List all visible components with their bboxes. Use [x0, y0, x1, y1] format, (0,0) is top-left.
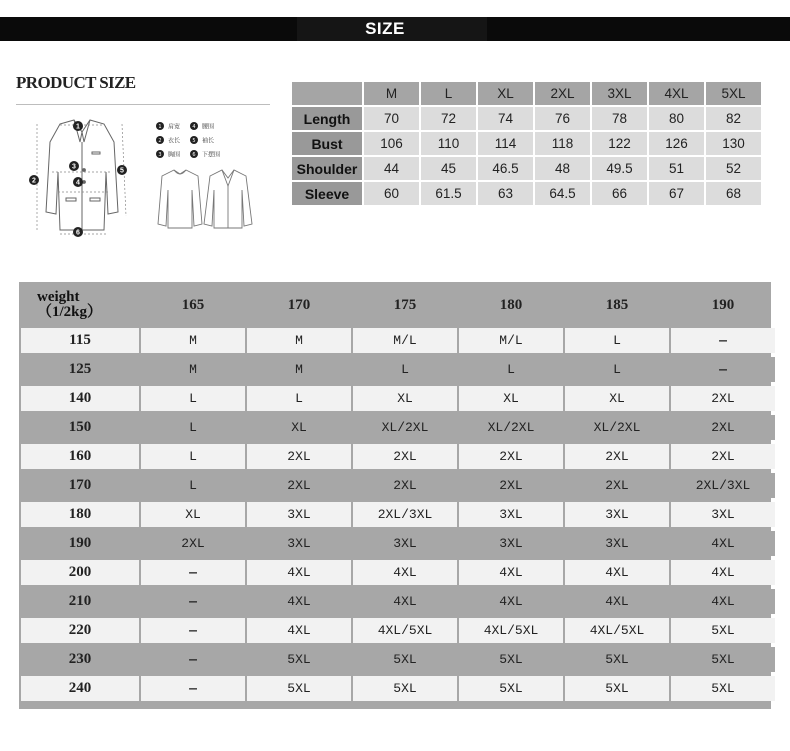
- size-recommendation-cell: 5XL: [671, 618, 775, 643]
- size-recommendation-cell: 4XL: [671, 560, 775, 585]
- marker-1: 1: [76, 123, 80, 131]
- size-row-shoulder: [292, 157, 761, 180]
- weight-row-label: 210: [21, 589, 139, 614]
- size-col-header: M: [364, 82, 419, 105]
- size-recommendation-cell: 2XL: [141, 531, 245, 556]
- size-recommendation-cell: 2XL: [247, 473, 351, 498]
- size-recommendation-cell: 2XL: [671, 444, 775, 469]
- size-cell: 68: [706, 182, 761, 205]
- weight-row-label: 220: [21, 618, 139, 643]
- marker-4: 4: [76, 179, 80, 187]
- size-recommendation-cell: 3XL: [247, 502, 351, 527]
- size-recommendation-cell: L: [141, 473, 245, 498]
- size-cell: 66: [592, 182, 647, 205]
- size-cell: 74: [478, 107, 533, 130]
- size-recommendation-cell: L: [141, 386, 245, 411]
- size-recommendation-cell: 3XL: [247, 531, 351, 556]
- size-recommendation-cell: 4XL/5XL: [353, 618, 457, 643]
- size-cell: 52: [706, 157, 761, 180]
- size-recommendation-cell: XL: [353, 386, 457, 411]
- size-recommendation-cell: 2XL: [353, 473, 457, 498]
- size-recommendation-cell: 5XL: [247, 676, 351, 701]
- size-recommendation-cell: —: [141, 560, 245, 585]
- size-recommendation-cell: M/L: [459, 328, 563, 353]
- size-recommendation-cell: 5XL: [353, 647, 457, 672]
- legend-label-6: 下摆围: [202, 151, 221, 159]
- size-col-header: 3XL: [592, 82, 647, 105]
- size-measurement-table: [290, 80, 763, 207]
- size-recommendation-cell: 4XL: [353, 589, 457, 614]
- size-cell: 63: [478, 182, 533, 205]
- size-recommendation-cell: 4XL: [565, 589, 669, 614]
- weight-row-label: 190: [21, 531, 139, 556]
- size-recommendation-cell: L: [459, 357, 563, 382]
- size-table-corner: [292, 82, 362, 105]
- size-recommendation-cell: 5XL: [565, 647, 669, 672]
- weight-row: [21, 647, 775, 672]
- size-recommendation-cell: XL: [247, 415, 351, 440]
- size-recommendation-cell: XL/2XL: [565, 415, 669, 440]
- size-cell: 110: [421, 132, 476, 155]
- weight-row: [21, 618, 775, 643]
- size-recommendation-cell: 3XL: [565, 531, 669, 556]
- size-recommendation-cell: M: [141, 328, 245, 353]
- legend-label-3: 胸围: [168, 151, 181, 159]
- size-recommendation-cell: 5XL: [565, 676, 669, 701]
- size-recommendation-cell: —: [141, 676, 245, 701]
- marker-3: 3: [72, 163, 76, 171]
- weight-row-label: 200: [21, 560, 139, 585]
- svg-text:3: 3: [158, 152, 162, 158]
- size-recommendation-cell: 2XL: [459, 444, 563, 469]
- size-cell: 80: [649, 107, 704, 130]
- size-recommendation-cell: 3XL: [565, 502, 669, 527]
- size-recommendation-cell: L: [565, 328, 669, 353]
- size-recommendation-cell: M: [247, 357, 351, 382]
- size-recommendation-cell: 2XL: [459, 473, 563, 498]
- size-recommendation-cell: M/L: [353, 328, 457, 353]
- weight-row: [21, 473, 775, 498]
- size-cell: 51: [649, 157, 704, 180]
- size-recommendation-cell: XL/2XL: [353, 415, 457, 440]
- height-col-header: 190: [711, 296, 735, 313]
- measurement-legend: [156, 122, 220, 159]
- product-size-divider: [16, 104, 270, 105]
- size-recommendation-cell: 4XL/5XL: [459, 618, 563, 643]
- size-recommendation-cell: 4XL: [459, 589, 563, 614]
- size-col-header: 5XL: [706, 82, 761, 105]
- weight-row-label: 230: [21, 647, 139, 672]
- height-col-header: 180: [499, 296, 523, 313]
- size-recommendation-cell: 4XL: [247, 560, 351, 585]
- weight-row-label: 240: [21, 676, 139, 701]
- corner-unit-label: （1/2kg）: [37, 304, 103, 320]
- size-cell: 106: [364, 132, 419, 155]
- size-cell: 82: [706, 107, 761, 130]
- size-recommendation-cell: L: [141, 415, 245, 440]
- size-recommendation-cell: XL: [459, 386, 563, 411]
- weight-table-corner: [21, 286, 139, 324]
- legend-label-2: 衣长: [168, 137, 181, 145]
- size-cell: 64.5: [535, 182, 590, 205]
- size-cell: 49.5: [592, 157, 647, 180]
- weight-row: [21, 444, 775, 469]
- size-cell: 44: [364, 157, 419, 180]
- size-recommendation-cell: L: [141, 444, 245, 469]
- size-cell: 48: [535, 157, 590, 180]
- back-view-illustration: [158, 170, 202, 228]
- weight-row-label: 115: [21, 328, 139, 353]
- size-recommendation-cell: L: [565, 357, 669, 382]
- height-col-header: 170: [287, 296, 311, 313]
- size-col-header: 2XL: [535, 82, 590, 105]
- size-cell: 60: [364, 182, 419, 205]
- weight-row-label: 140: [21, 386, 139, 411]
- size-recommendation-cell: 2XL: [671, 386, 775, 411]
- weight-row: [21, 328, 775, 353]
- size-recommendation-cell: 2XL: [565, 473, 669, 498]
- size-recommendation-cell: 4XL: [247, 618, 351, 643]
- size-row-label: Sleeve: [292, 182, 362, 205]
- svg-text:1: 1: [158, 124, 162, 130]
- size-recommendation-cell: 2XL: [671, 415, 775, 440]
- size-recommendation-cell: 5XL: [671, 647, 775, 672]
- size-recommendation-cell: L: [353, 357, 457, 382]
- size-recommendation-cell: M: [141, 357, 245, 382]
- weight-row: [21, 357, 775, 382]
- size-recommendation-cell: 2XL: [353, 444, 457, 469]
- size-recommendation-cell: 5XL: [353, 676, 457, 701]
- size-cell: 67: [649, 182, 704, 205]
- size-recommendation-cell: XL/2XL: [459, 415, 563, 440]
- weight-row: [21, 386, 775, 411]
- product-size-title: PRODUCT SIZE: [16, 73, 136, 92]
- size-recommendation-cell: 5XL: [459, 676, 563, 701]
- weight-row-label: 160: [21, 444, 139, 469]
- size-recommendation-cell: 3XL: [671, 502, 775, 527]
- size-recommendation-cell: —: [671, 357, 775, 382]
- size-recommendation-cell: —: [141, 618, 245, 643]
- size-recommendation-cell: XL: [141, 502, 245, 527]
- weight-row-label: 150: [21, 415, 139, 440]
- weight-header-row: [21, 286, 775, 324]
- garment-measurement-diagram: [22, 112, 272, 240]
- size-row-label: Length: [292, 107, 362, 130]
- weight-row: [21, 589, 775, 614]
- size-row-label: Shoulder: [292, 157, 362, 180]
- height-col-header: 185: [605, 296, 629, 313]
- marker-6: 6: [76, 229, 80, 237]
- size-recommendation-cell: 5XL: [459, 647, 563, 672]
- marker-2: 2: [32, 177, 36, 185]
- weight-row: [21, 676, 775, 701]
- weight-row-label: 170: [21, 473, 139, 498]
- height-col-header: 175: [393, 296, 417, 313]
- size-cell: 72: [421, 107, 476, 130]
- svg-text:5: 5: [192, 138, 196, 144]
- size-cell: 114: [478, 132, 533, 155]
- size-recommendation-cell: 2XL: [565, 444, 669, 469]
- size-row-bust: [292, 132, 761, 155]
- weight-row-label: 125: [21, 357, 139, 382]
- size-col-header: XL: [478, 82, 533, 105]
- size-recommendation-cell: 4XL: [671, 589, 775, 614]
- size-cell: 118: [535, 132, 590, 155]
- size-recommendation-cell: 2XL: [247, 444, 351, 469]
- size-col-header: L: [421, 82, 476, 105]
- size-recommendation-cell: 4XL: [459, 560, 563, 585]
- size-cell: 122: [592, 132, 647, 155]
- size-recommendation-cell: 4XL: [565, 560, 669, 585]
- weight-row: [21, 531, 775, 556]
- size-row-label: Bust: [292, 132, 362, 155]
- jacket-illustration: [46, 120, 118, 230]
- size-recommendation-cell: 4XL: [353, 560, 457, 585]
- size-cell: 126: [649, 132, 704, 155]
- svg-text:2: 2: [158, 138, 162, 144]
- marker-5: 5: [120, 167, 124, 175]
- size-cell: 70: [364, 107, 419, 130]
- weight-row-label: 180: [21, 502, 139, 527]
- size-cell: 61.5: [421, 182, 476, 205]
- weight-height-size-table: [19, 282, 777, 705]
- weight-row: [21, 502, 775, 527]
- size-col-header: 4XL: [649, 82, 704, 105]
- size-cell: 46.5: [478, 157, 533, 180]
- size-recommendation-cell: 3XL: [459, 502, 563, 527]
- size-row-length: [292, 107, 761, 130]
- size-cell: 78: [592, 107, 647, 130]
- size-cell: 130: [706, 132, 761, 155]
- size-recommendation-cell: —: [671, 328, 775, 353]
- size-cell: 45: [421, 157, 476, 180]
- size-recommendation-cell: 4XL: [671, 531, 775, 556]
- height-col-header: 165: [181, 296, 205, 313]
- corner-weight-label: weight: [37, 289, 80, 305]
- size-recommendation-cell: L: [247, 386, 351, 411]
- legend-label-4: 腰围: [202, 123, 215, 131]
- size-recommendation-cell: —: [141, 589, 245, 614]
- size-recommendation-cell: 5XL: [671, 676, 775, 701]
- size-recommendation-cell: 4XL: [247, 589, 351, 614]
- size-recommendation-cell: 4XL/5XL: [565, 618, 669, 643]
- size-recommendation-cell: 2XL/3XL: [671, 473, 775, 498]
- size-cell: 76: [535, 107, 590, 130]
- size-header-row: [292, 82, 761, 105]
- size-recommendation-cell: 2XL/3XL: [353, 502, 457, 527]
- size-recommendation-cell: 5XL: [247, 647, 351, 672]
- svg-text:6: 6: [192, 152, 196, 158]
- size-recommendation-cell: XL: [565, 386, 669, 411]
- weight-row: [21, 560, 775, 585]
- legend-label-1: 肩宽: [168, 123, 181, 131]
- size-recommendation-cell: 3XL: [459, 531, 563, 556]
- svg-text:4: 4: [192, 124, 196, 130]
- size-recommendation-cell: —: [141, 647, 245, 672]
- shirt-illustration: [204, 170, 252, 228]
- size-row-sleeve: [292, 182, 761, 205]
- weight-row: [21, 415, 775, 440]
- size-recommendation-cell: 3XL: [353, 531, 457, 556]
- page-title: SIZE: [365, 19, 405, 38]
- legend-label-5: 袖长: [202, 137, 215, 145]
- size-recommendation-cell: M: [247, 328, 351, 353]
